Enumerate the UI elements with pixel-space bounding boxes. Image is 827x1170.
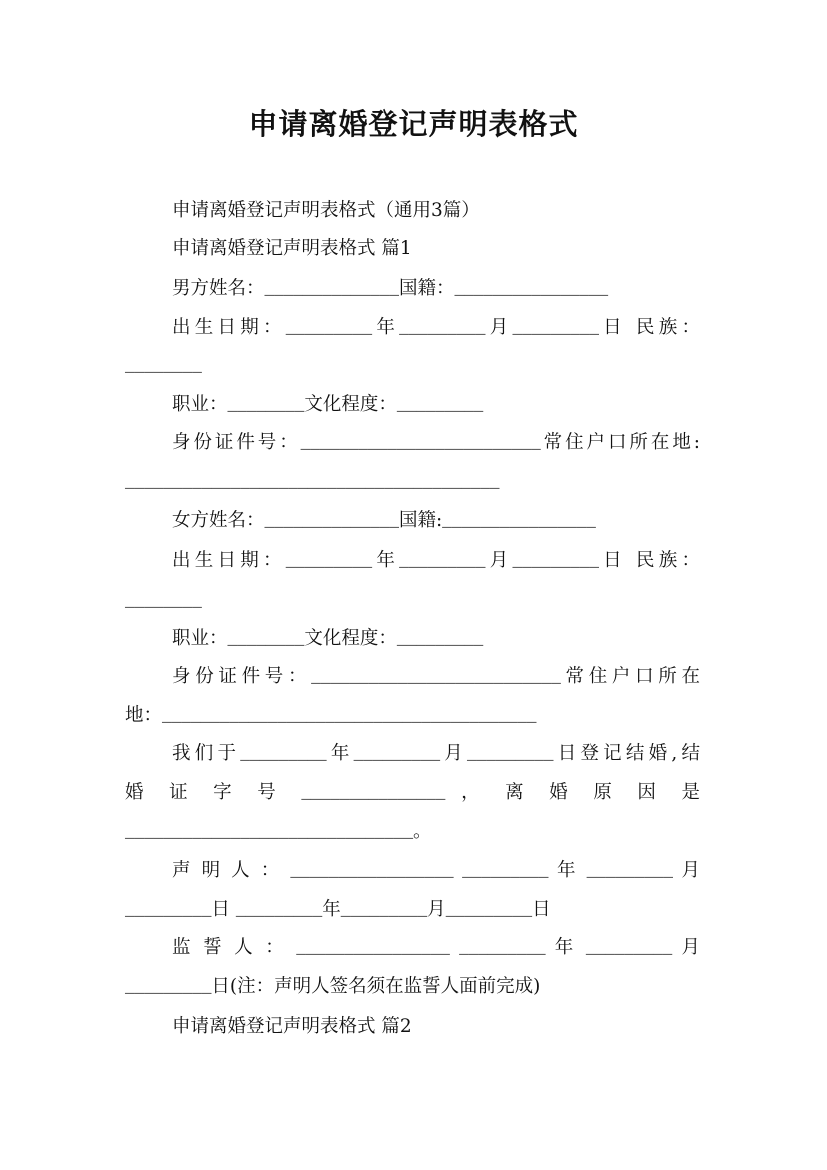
fill-in-blank: _________ <box>445 902 533 920</box>
fill-in-blank: _________ <box>340 902 428 920</box>
fill-in-blank: ______________ <box>264 513 399 531</box>
declarant-date-line: _________日 _________年_________月_________日 <box>125 899 551 920</box>
fill-in-blank: _________ <box>353 746 441 764</box>
fill-in-blank: _________ <box>586 863 673 881</box>
fill-in-blank: _________ <box>235 902 323 920</box>
declarant-line: 声 明 人 ： _________________ _________ 年 _________ 月 <box>172 860 700 881</box>
fill-in-blank: _________ <box>125 979 212 997</box>
fill-in-blank: _________________________ <box>300 435 541 453</box>
fill-in-blank: _________________ <box>290 863 454 881</box>
fill-in-blank: ________ <box>125 593 202 611</box>
male-id-line: 身份证件号：_________________________常住户口所在地: <box>172 432 700 453</box>
fill-in-blank: _________ <box>399 553 486 571</box>
document-title: 申请离婚登记声明表格式 <box>248 107 579 141</box>
fill-in-blank: _________ <box>459 940 546 958</box>
female-address-line: 地：_______________________________________ <box>125 705 537 726</box>
fill-in-blank: _________ <box>467 746 554 764</box>
fill-in-blank: _______________________________________ <box>125 474 500 492</box>
fill-in-blank: _________ <box>462 863 549 881</box>
fill-in-blank: _________ <box>396 631 484 649</box>
female-id-line: 身份证件号：__________________________常住户口所在 <box>172 666 700 687</box>
fill-in-blank: _________ <box>285 320 373 338</box>
male-name-nationality-line: 男方姓名：______________国籍：________________ <box>172 278 609 299</box>
fill-in-blank: ________ <box>125 358 202 376</box>
fill-in-blank: _________ <box>240 746 327 764</box>
male-occupation-line: 职业：________文化程度：_________ <box>172 394 484 415</box>
fill-in-blank: _________ <box>396 397 484 415</box>
supervisor-line: 监 誓 人 ： ________________ _________ 年 _________ 月 <box>172 937 700 958</box>
section-heading-1: 申请离婚登记声明表格式 篇1 <box>172 238 412 259</box>
male-address-blank <box>125 469 499 496</box>
fill-in-blank: _______________ <box>301 785 446 803</box>
fill-in-blank: ________________ <box>454 281 609 299</box>
certificate-reason-line: 婚 证 字 号 _______________ ， 离 婚 原 因 是 <box>125 782 700 803</box>
fill-in-blank: ________________ <box>442 513 596 531</box>
fill-in-blank: ______________ <box>264 281 399 299</box>
fill-in-blank: _________ <box>285 553 373 571</box>
fill-in-blank: _________ <box>125 902 212 920</box>
fill-in-blank: _________ <box>512 553 599 571</box>
fill-in-blank: ________ <box>227 397 305 415</box>
fill-in-blank: ______________________________ <box>125 824 414 842</box>
fill-in-blank: _________ <box>585 940 673 958</box>
female-birth-ethnicity-line: 出生日期：_________年_________月_________日 民族： <box>172 550 700 571</box>
section-heading-2: 申请离婚登记声明表格式 篇2 <box>172 1016 412 1037</box>
marriage-date-line: 我们于_________年_________月_________日登记结婚,结 <box>172 743 700 764</box>
fill-in-blank: _________ <box>512 320 599 338</box>
reason-blank: ______________________________。 <box>125 821 432 842</box>
fill-in-blank: __________________________ <box>311 669 561 687</box>
male-ethnicity-blank <box>125 353 202 380</box>
doc-subtitle: 申请离婚登记声明表格式（通用3篇） <box>172 200 480 221</box>
fill-in-blank: ________ <box>227 631 305 649</box>
fill-in-blank: _______________________________________ <box>162 708 537 726</box>
female-ethnicity-blank <box>125 588 202 615</box>
male-birth-ethnicity-line: 出生日期：_________年_________月_________日 民族： <box>172 317 700 338</box>
female-occupation-line: 职业：________文化程度：_________ <box>172 628 484 649</box>
female-name-nationality-line: 女方姓名：______________国籍:________________ <box>172 510 596 531</box>
fill-in-blank: _________ <box>399 320 486 338</box>
supervisor-note-line: _________日(注：声明人签名须在监誓人面前完成) <box>125 976 541 997</box>
fill-in-blank: ________________ <box>296 940 450 958</box>
